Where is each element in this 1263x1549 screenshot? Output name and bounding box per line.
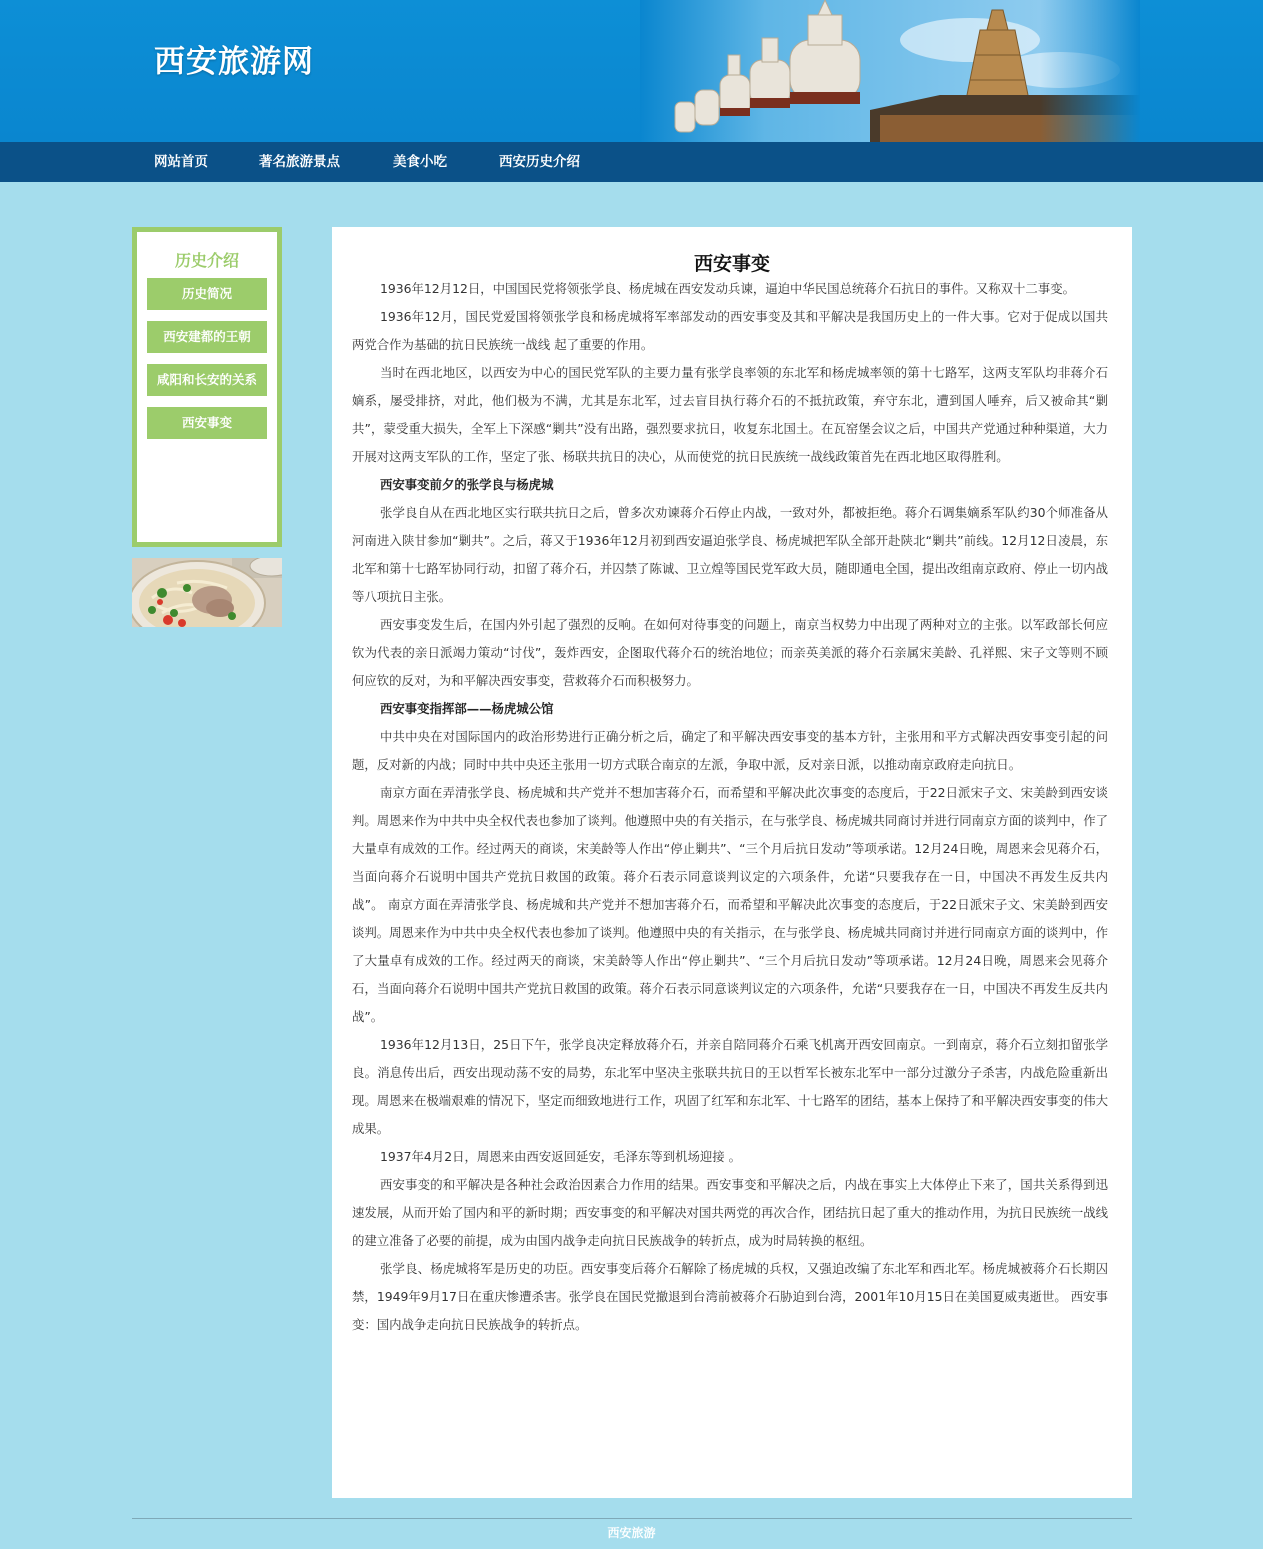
article-body bbox=[352, 275, 1108, 1339]
article-paragraph: 1936年12月13日，25日下午，张学良决定释放蒋介石，并亲自陪同蒋介石乘飞机离开西安回南京。一到南京，蒋介石立刻扣留张学良。消息传出后，西安出现动荡不安的局势，东北军中坚决主张联共抗日的王以哲军长被东北军中一部分过激分子杀害，内战危险重新出现。周恩来在极端艰难的情况下，坚定而细致地进行工作，巩固了红军和东北军、十七路军的团结，基本上保持了和平解决西安事变的伟大成果。 bbox=[352, 1037, 1108, 1136]
sidebar-item-overview[interactable]: 历史简况 bbox=[147, 278, 267, 310]
article-paragraph: 中共中央在对国际国内的政治形势进行正确分析之后，确定了和平解决西安事变的基本方针，主张用和平方式解决西安事变引起的问题，反对新的内战；同时中共中央还主张用一切方式联合南京的左派，争取中派，反对亲日派，以推动南京政府走向抗日。 bbox=[352, 729, 1108, 772]
sidebar-title: 历史介绍 bbox=[174, 251, 239, 270]
article-subheading: 西安事变指挥部——杨虎城公馆 bbox=[380, 701, 554, 716]
article-paragraph: 张学良、杨虎城将军是历史的功臣。西安事变后蒋介石解除了杨虎城的兵权，又强迫改编了东北军和西北军。杨虎城被蒋介石长期囚禁，1949年9月17日在重庆惨遭杀害。张学良在国民党撤退到台湾前被蒋介石胁迫到台湾，2001年10月15日在美国夏威夷逝世。 西安事变：国内战争走向抗日民族战争的转折点。 bbox=[352, 1261, 1108, 1332]
sidebar-item-xian-incident[interactable]: 西安事变 bbox=[147, 407, 267, 439]
article-paragraph: 1937年4月2日，周恩来由西安返回延安，毛泽东等到机场迎接 。 bbox=[380, 1149, 742, 1164]
sidebar-item-xianyang-changan[interactable]: 咸阳和长安的关系 bbox=[147, 364, 267, 396]
nav-item-attractions[interactable]: 著名旅游景点 bbox=[259, 154, 340, 170]
article bbox=[332, 227, 1132, 1498]
footer-text: 西安旅游 bbox=[607, 1526, 656, 1540]
food-dish-image bbox=[132, 558, 282, 627]
article-title: 西安事变 bbox=[693, 253, 770, 275]
article-paragraph: 当时在西北地区，以西安为中心的国民党军队的主要力量有张学良率领的东北军和杨虎城率领的第十七路军，这两支军队均非蒋介石嫡系，屡受排挤，对此，他们极为不满，尤其是东北军，过去盲目执行蒋介石的不抵抗政策，弃守东北，遭到国人唾弃，后又被命其“剿共”，蒙受重大损失，全军上下深感“剿共”没有出路，强烈要求抗日，收复东北国土。在瓦窑堡会议之后，中国共产党通过种种渠道，大力开展对这两支军队的工作，坚定了张、杨联共抗日的决心，从而使党的抗日民族统一战线政策首先在西北地区取得胜利。 bbox=[352, 365, 1108, 464]
article-paragraph: 南京方面在弄清张学良、杨虎城和共产党并不想加害蒋介石，而希望和平解决此次事变的态度后，于22日派宋子文、宋美龄到西安谈判。周恩来作为中共中央全权代表也参加了谈判。他遵照中央的有关指示，在与张学良、杨虎城共同商讨并进行同南京方面的谈判中，作了大量卓有成效的工作。经过两天的商谈，宋美龄等人作出“停止剿共”、“三个月后抗日发动”等项承诺。12月24日晚，周恩来会见蒋介石，当面向蒋介石说明中国共产党抗日救国的政策。蒋介石表示同意谈判议定的六项条件，允诺“只要我存在一日，中国决不再发生反共内战”。 南京方面在弄清张学良、杨虎城和共产党并不想加害蒋介石，而希望和平解决此次事变的态度后，于22日派宋子文、宋美龄到西安谈判。周恩来作为中共中央全权代表也参加了谈判。他遵照中央的有关指示，在与张学良、杨虎城共同商讨并进行同南京方面的谈判中，作了大量卓有成效的工作。经过两天的商谈，宋美龄等人作出“停止剿共”、“三个月后抗日发动”等项承诺。12月24日晚，周恩来会见蒋介石，当面向蒋介石说明中国共产党抗日救国的政策。蒋介石表示同意谈判议定的六项条件，允诺“只要我存在一日，中国决不再发生反共内战”。 bbox=[352, 785, 1108, 1024]
article-subheading: 西安事变前夕的张学良与杨虎城 bbox=[380, 477, 554, 492]
nav-item-food[interactable]: 美食小吃 bbox=[393, 154, 447, 170]
article-paragraph: 张学良自从在西北地区实行联共抗日之后，曾多次劝谏蒋介石停止内战，一致对外，都被拒绝。蒋介石调集嫡系军队约30个师准备从河南进入陕甘参加“剿共”。之后，蒋又于1936年12月初到西安逼迫张学良、杨虎城把军队全部开赴陕北“剿共”前线。12月12日凌晨，东北军和第十七路军协同行动，扣留了蒋介石，并囚禁了陈诚、卫立煌等国民党军政大员，随即通电全国，提出改组南京政府、停止一切内战等八项抗日主张。 bbox=[352, 505, 1108, 604]
nav-item-home[interactable]: 网站首页 bbox=[154, 154, 208, 170]
sidebar-item-dynasties[interactable]: 西安建都的王朝 bbox=[147, 321, 267, 353]
article-paragraph: 西安事变发生后，在国内外引起了强烈的反响。在如何对待事变的问题上，南京当权势力中出现了两种对立的主张。以军政部长何应钦为代表的亲日派竭力策动“讨伐”，轰炸西安，企图取代蒋介石的统治地位；而亲英美派的蒋介石亲属宋美龄、孔祥熙、宋子文等则不顾何应钦的反对，为和平解决西安事变，营救蒋介石而积极努力。 bbox=[352, 617, 1108, 688]
header bbox=[0, 0, 1263, 142]
nav-item-history[interactable]: 西安历史介绍 bbox=[499, 154, 580, 170]
site-logo-title[interactable]: 西安旅游网 bbox=[154, 44, 314, 80]
main-nav bbox=[0, 142, 1263, 182]
sidebar bbox=[132, 227, 282, 547]
article-paragraph: 西安事变的和平解决是各种社会政治因素合力作用的结果。西安事变和平解决之后，内战在事实上大体停止下来了，国共关系得到迅速发展，从而开始了国内和平的新时期；西安事变的和平解决对国共两党的再次合作，团结抗日起了重大的推动作用，为抗日民族统一战线的建立准备了必要的前提，成为由国内战争走向抗日民族战争的转折点，成为时局转换的枢纽。 bbox=[352, 1177, 1108, 1248]
footer-divider bbox=[132, 1518, 1132, 1519]
article-paragraph: 1936年12月12日，中国国民党将领张学良、杨虎城在西安发动兵谏，逼迫中华民国总统蒋介石抗日的事件。又称双十二事变。 bbox=[380, 281, 1075, 296]
article-paragraph: 1936年12月，国民党爱国将领张学良和杨虎城将军率部发动的西安事变及其和平解决是我国历史上的一件大事。它对于促成以国共两党合作为基础的抗日民族统一战线 起了重要的作用。 bbox=[352, 309, 1108, 352]
pagoda-banner-image bbox=[640, 0, 1140, 142]
